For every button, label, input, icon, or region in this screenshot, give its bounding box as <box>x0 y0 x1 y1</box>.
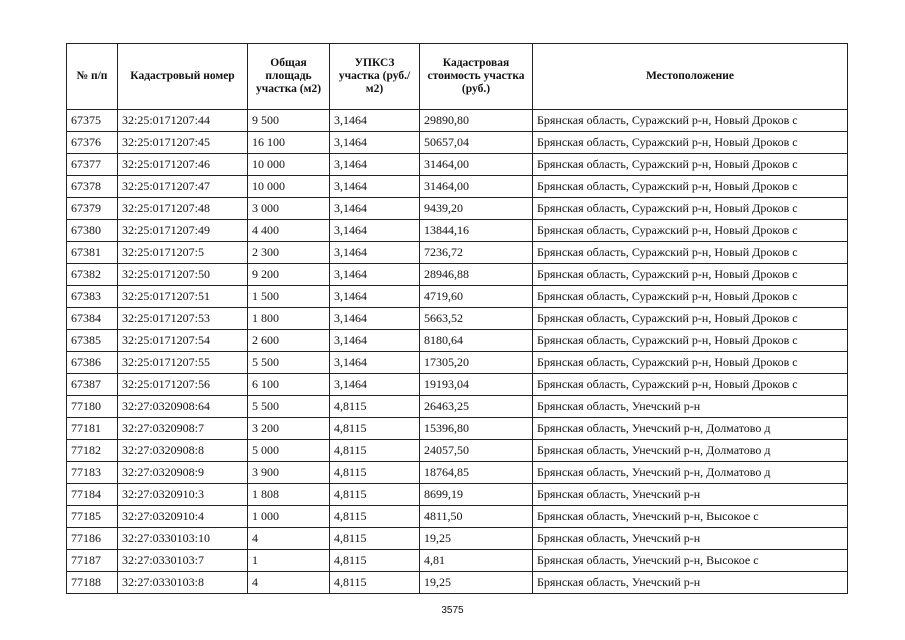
table-row <box>67 286 848 308</box>
table-row <box>67 550 848 572</box>
cell-cadastral-number: 32:25:0171207:5 <box>118 242 248 264</box>
table-row <box>67 462 848 484</box>
cell-num: 67384 <box>67 308 118 330</box>
cell-upksz: 3,1464 <box>330 330 420 352</box>
cell-upksz: 4,8115 <box>330 550 420 572</box>
cell-cadastral-number: 32:27:0320908:8 <box>118 440 248 462</box>
cell-cadastral-value: 7236,72 <box>420 242 533 264</box>
cell-location: Брянская область, Суражский р-н, Новый Дроков с <box>533 176 848 198</box>
cell-cadastral-value: 29890,80 <box>420 110 533 132</box>
cell-cadastral-value: 26463,25 <box>420 396 533 418</box>
cell-num: 67381 <box>67 242 118 264</box>
cell-num: 77181 <box>67 418 118 440</box>
page-number: 3575 <box>441 605 464 616</box>
cell-cadastral-number: 32:27:0320908:64 <box>118 396 248 418</box>
table-body <box>67 110 848 594</box>
cell-upksz: 3,1464 <box>330 308 420 330</box>
cell-num: 77186 <box>67 528 118 550</box>
cell-num: 67386 <box>67 352 118 374</box>
cell-location: Брянская область, Суражский р-н, Новый Дроков с <box>533 242 848 264</box>
cell-num: 67382 <box>67 264 118 286</box>
cell-num: 67380 <box>67 220 118 242</box>
cell-cadastral-value: 50657,04 <box>420 132 533 154</box>
cell-location: Брянская область, Суражский р-н, Новый Дроков с <box>533 374 848 396</box>
cell-area: 16 100 <box>248 132 330 154</box>
cell-upksz: 3,1464 <box>330 264 420 286</box>
cell-num: 77185 <box>67 506 118 528</box>
cell-area: 1 000 <box>248 506 330 528</box>
table-row <box>67 176 848 198</box>
cell-upksz: 3,1464 <box>330 352 420 374</box>
cell-cadastral-value: 15396,80 <box>420 418 533 440</box>
cadastral-value-table <box>66 43 848 594</box>
cell-area: 1 500 <box>248 286 330 308</box>
cell-cadastral-value: 19193,04 <box>420 374 533 396</box>
cell-cadastral-number: 32:27:0320908:7 <box>118 418 248 440</box>
cell-upksz: 3,1464 <box>330 374 420 396</box>
cell-cadastral-number: 32:25:0171207:49 <box>118 220 248 242</box>
cell-num: 77184 <box>67 484 118 506</box>
cell-area: 3 000 <box>248 198 330 220</box>
table-header-row <box>67 44 848 110</box>
cell-num: 77183 <box>67 462 118 484</box>
table-row <box>67 418 848 440</box>
header-cadastral-number: Кадастровый номер <box>118 44 248 110</box>
cell-area: 3 200 <box>248 418 330 440</box>
cell-cadastral-value: 4719,60 <box>420 286 533 308</box>
cell-cadastral-number: 32:27:0320908:9 <box>118 462 248 484</box>
cell-location: Брянская область, Суражский р-н, Новый Дроков с <box>533 264 848 286</box>
cell-location: Брянская область, Суражский р-н, Новый Дроков с <box>533 132 848 154</box>
cell-cadastral-number: 32:25:0171207:45 <box>118 132 248 154</box>
header-num: № п/п <box>67 44 118 110</box>
table-row <box>67 110 848 132</box>
table-row <box>67 330 848 352</box>
cell-num: 77187 <box>67 550 118 572</box>
table-row <box>67 154 848 176</box>
cell-upksz: 4,8115 <box>330 506 420 528</box>
cell-cadastral-value: 4,81 <box>420 550 533 572</box>
cell-upksz: 4,8115 <box>330 528 420 550</box>
cell-location: Брянская область, Унечский р-н <box>533 396 848 418</box>
cell-cadastral-number: 32:27:0330103:10 <box>118 528 248 550</box>
cell-upksz: 3,1464 <box>330 154 420 176</box>
cell-cadastral-value: 19,25 <box>420 528 533 550</box>
cell-area: 9 500 <box>248 110 330 132</box>
cell-area: 1 800 <box>248 308 330 330</box>
table-row <box>67 308 848 330</box>
cell-location: Брянская область, Унечский р-н, Высокое с <box>533 550 848 572</box>
table-row <box>67 264 848 286</box>
cell-cadastral-number: 32:25:0171207:47 <box>118 176 248 198</box>
table-row <box>67 242 848 264</box>
cell-num: 77182 <box>67 440 118 462</box>
cell-location: Брянская область, Унечский р-н, Высокое с <box>533 506 848 528</box>
cell-location: Брянская область, Унечский р-н <box>533 484 848 506</box>
header-area: Общая площадь участка (м2) <box>248 44 330 110</box>
cell-cadastral-number: 32:27:0320910:3 <box>118 484 248 506</box>
cell-location: Брянская область, Суражский р-н, Новый Дроков с <box>533 308 848 330</box>
cell-cadastral-number: 32:25:0171207:53 <box>118 308 248 330</box>
cell-cadastral-value: 31464,00 <box>420 154 533 176</box>
cell-cadastral-number: 32:25:0171207:54 <box>118 330 248 352</box>
cell-cadastral-value: 28946,88 <box>420 264 533 286</box>
cell-cadastral-number: 32:25:0171207:50 <box>118 264 248 286</box>
header-upksz: УПКСЗ участка (руб./м2) <box>330 44 420 110</box>
cell-area: 10 000 <box>248 154 330 176</box>
cell-location: Брянская область, Суражский р-н, Новый Дроков с <box>533 110 848 132</box>
cell-area: 4 <box>248 572 330 594</box>
table-row <box>67 572 848 594</box>
cell-upksz: 3,1464 <box>330 176 420 198</box>
cell-cadastral-number: 32:25:0171207:56 <box>118 374 248 396</box>
cell-num: 67385 <box>67 330 118 352</box>
cell-area: 1 808 <box>248 484 330 506</box>
table-row <box>67 396 848 418</box>
cell-area: 5 000 <box>248 440 330 462</box>
cell-cadastral-number: 32:27:0330103:7 <box>118 550 248 572</box>
cell-area: 4 <box>248 528 330 550</box>
cell-num: 67383 <box>67 286 118 308</box>
cell-cadastral-value: 18764,85 <box>420 462 533 484</box>
cell-location: Брянская область, Суражский р-н, Новый Дроков с <box>533 154 848 176</box>
cell-cadastral-number: 32:25:0171207:46 <box>118 154 248 176</box>
cell-area: 6 100 <box>248 374 330 396</box>
cell-upksz: 4,8115 <box>330 484 420 506</box>
cell-location: Брянская область, Суражский р-н, Новый Дроков с <box>533 220 848 242</box>
cell-cadastral-value: 17305,20 <box>420 352 533 374</box>
cell-location: Брянская область, Унечский р-н <box>533 572 848 594</box>
cell-cadastral-number: 32:27:0330103:8 <box>118 572 248 594</box>
cell-upksz: 3,1464 <box>330 242 420 264</box>
table-row <box>67 440 848 462</box>
cell-upksz: 4,8115 <box>330 440 420 462</box>
cell-num: 67379 <box>67 198 118 220</box>
cell-num: 77180 <box>67 396 118 418</box>
header-cadastral-value: Кадастровая стоимость участка (руб.) <box>420 44 533 110</box>
cell-location: Брянская область, Унечский р-н <box>533 528 848 550</box>
cell-location: Брянская область, Суражский р-н, Новый Дроков с <box>533 330 848 352</box>
cell-area: 1 <box>248 550 330 572</box>
cell-area: 9 200 <box>248 264 330 286</box>
cell-area: 10 000 <box>248 176 330 198</box>
cell-location: Брянская область, Унечский р-н, Долматово д <box>533 440 848 462</box>
cell-cadastral-value: 8180,64 <box>420 330 533 352</box>
cell-upksz: 4,8115 <box>330 462 420 484</box>
cell-cadastral-value: 24057,50 <box>420 440 533 462</box>
cell-cadastral-value: 5663,52 <box>420 308 533 330</box>
cell-num: 67377 <box>67 154 118 176</box>
cell-area: 2 600 <box>248 330 330 352</box>
cell-num: 77188 <box>67 572 118 594</box>
cell-num: 67375 <box>67 110 118 132</box>
table-row <box>67 132 848 154</box>
cell-area: 5 500 <box>248 352 330 374</box>
cell-cadastral-value: 9439,20 <box>420 198 533 220</box>
cell-area: 4 400 <box>248 220 330 242</box>
cell-cadastral-number: 32:27:0320910:4 <box>118 506 248 528</box>
cell-area: 5 500 <box>248 396 330 418</box>
header-location: Местоположение <box>533 44 848 110</box>
cell-cadastral-value: 13844,16 <box>420 220 533 242</box>
table-row <box>67 528 848 550</box>
cell-upksz: 3,1464 <box>330 198 420 220</box>
cell-cadastral-value: 4811,50 <box>420 506 533 528</box>
cell-num: 67387 <box>67 374 118 396</box>
table-row <box>67 198 848 220</box>
table-row <box>67 374 848 396</box>
cell-num: 67376 <box>67 132 118 154</box>
cell-upksz: 3,1464 <box>330 220 420 242</box>
cell-location: Брянская область, Унечский р-н, Долматово д <box>533 418 848 440</box>
cell-cadastral-number: 32:25:0171207:55 <box>118 352 248 374</box>
cell-location: Брянская область, Суражский р-н, Новый Дроков с <box>533 352 848 374</box>
cell-area: 3 900 <box>248 462 330 484</box>
cell-upksz: 3,1464 <box>330 110 420 132</box>
cell-location: Брянская область, Суражский р-н, Новый Дроков с <box>533 198 848 220</box>
cell-num: 67378 <box>67 176 118 198</box>
table-row <box>67 484 848 506</box>
cell-cadastral-number: 32:25:0171207:44 <box>118 110 248 132</box>
cell-upksz: 4,8115 <box>330 418 420 440</box>
table-row <box>67 352 848 374</box>
cell-upksz: 3,1464 <box>330 286 420 308</box>
cell-upksz: 3,1464 <box>330 132 420 154</box>
cell-cadastral-value: 31464,00 <box>420 176 533 198</box>
cell-area: 2 300 <box>248 242 330 264</box>
table-row <box>67 220 848 242</box>
cell-location: Брянская область, Суражский р-н, Новый Дроков с <box>533 286 848 308</box>
cell-cadastral-value: 19,25 <box>420 572 533 594</box>
cell-upksz: 4,8115 <box>330 396 420 418</box>
cell-upksz: 4,8115 <box>330 572 420 594</box>
cell-cadastral-number: 32:25:0171207:48 <box>118 198 248 220</box>
table-row <box>67 506 848 528</box>
cell-cadastral-number: 32:25:0171207:51 <box>118 286 248 308</box>
cell-cadastral-value: 8699,19 <box>420 484 533 506</box>
cell-location: Брянская область, Унечский р-н, Долматово д <box>533 462 848 484</box>
